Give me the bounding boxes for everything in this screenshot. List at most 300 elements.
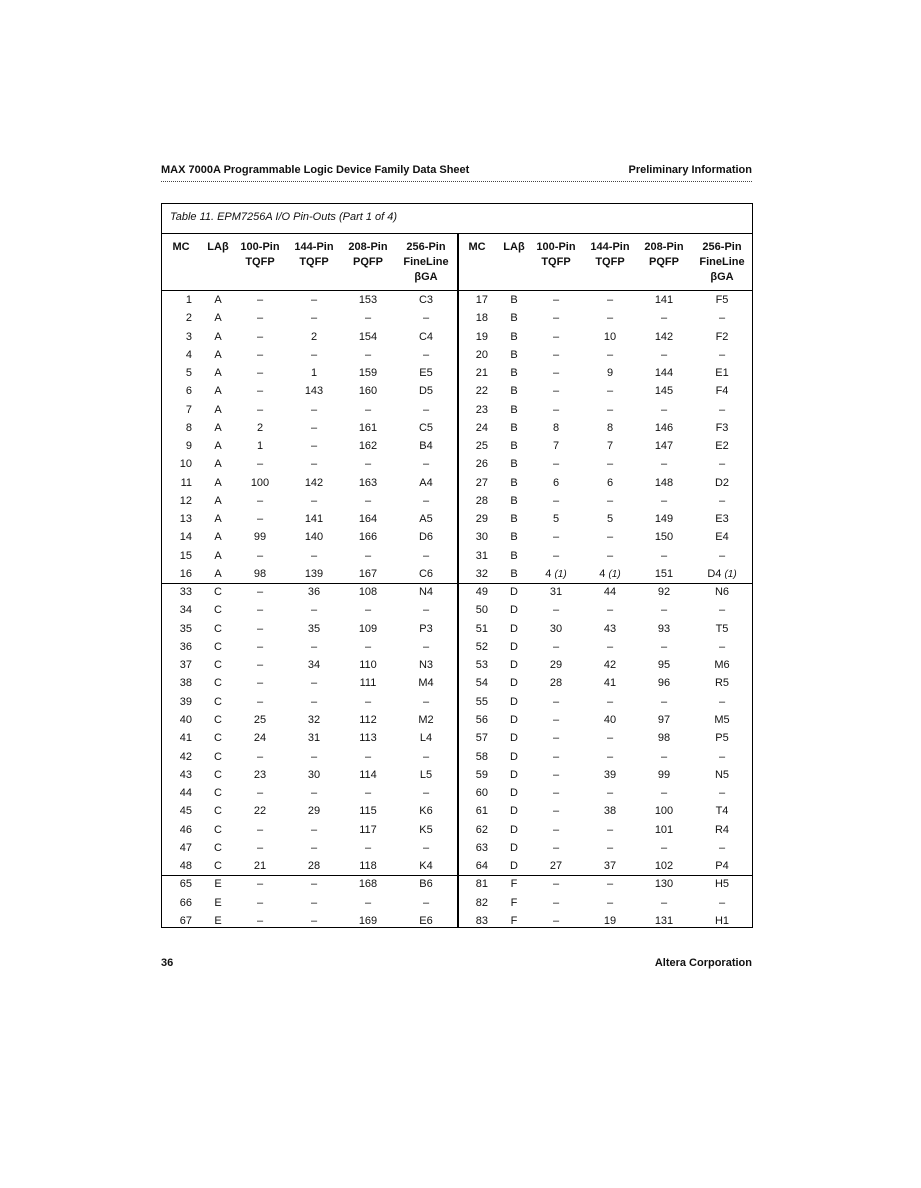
table-cell: A5 bbox=[419, 513, 433, 526]
table-cell: – bbox=[718, 841, 726, 854]
table-row bbox=[162, 601, 752, 619]
table-cell: – bbox=[256, 914, 264, 927]
table-row bbox=[162, 492, 752, 510]
table-cell: A bbox=[214, 312, 222, 325]
table-cell: K5 bbox=[419, 823, 433, 836]
column-header-mc: MC bbox=[172, 241, 190, 253]
table-cell: P3 bbox=[419, 622, 433, 635]
table-cell: – bbox=[256, 294, 264, 306]
table-cell: 41 bbox=[179, 732, 192, 745]
table-cell: 163 bbox=[358, 476, 378, 489]
table-cell: 35 bbox=[179, 622, 192, 635]
table-cell: 150 bbox=[654, 531, 674, 544]
table-cell: 5 bbox=[606, 513, 614, 526]
table-cell: 4 (1) bbox=[545, 567, 567, 580]
table-cell: 54 bbox=[475, 677, 488, 690]
table-cell: 39 bbox=[603, 768, 617, 781]
table-cell: 167 bbox=[358, 567, 378, 580]
table-cell: – bbox=[552, 385, 560, 398]
table-cell: 102 bbox=[654, 860, 674, 873]
table-cell: 23 bbox=[253, 768, 267, 781]
table-cell: – bbox=[422, 458, 430, 471]
table-cell: D6 bbox=[418, 531, 434, 544]
table-cell: T4 bbox=[715, 805, 729, 818]
table-cell: A bbox=[214, 476, 222, 489]
table-cell: 1 bbox=[185, 294, 192, 306]
table-cell: A bbox=[214, 531, 222, 544]
table-cell: 131 bbox=[654, 914, 674, 927]
table-row bbox=[162, 437, 752, 455]
table-cell: 143 bbox=[304, 385, 324, 398]
table-cell: M2 bbox=[418, 713, 434, 726]
table-cell: D bbox=[510, 713, 518, 726]
table-cell: 40 bbox=[179, 713, 192, 726]
table-cell: – bbox=[606, 403, 614, 416]
table-cell: 162 bbox=[358, 440, 378, 453]
table-row bbox=[162, 839, 752, 857]
table-cell: E bbox=[214, 914, 222, 927]
table-cell: R5 bbox=[714, 677, 730, 690]
column-header-208-pqfp: 208-Pin PQFP bbox=[348, 241, 388, 268]
table-cell: – bbox=[606, 312, 614, 325]
column-header-256-bga: 256-Pin FineLine βGA bbox=[403, 241, 449, 283]
table-cell: – bbox=[256, 896, 264, 909]
table-cell: A bbox=[214, 513, 222, 526]
table-cell: 51 bbox=[475, 622, 488, 635]
table-cell: 38 bbox=[179, 677, 192, 690]
table-cell: 10 bbox=[603, 330, 617, 343]
table-cell: – bbox=[552, 294, 560, 306]
table-cell: 100 bbox=[250, 476, 270, 489]
table-cell: N5 bbox=[714, 768, 730, 781]
table-cell: 113 bbox=[359, 732, 377, 745]
table-cell: – bbox=[718, 750, 726, 763]
table-cell: – bbox=[310, 494, 318, 507]
table-cell: 164 bbox=[358, 513, 378, 526]
table-cell: 4 (1) bbox=[599, 567, 621, 580]
table-cell: K4 bbox=[419, 860, 433, 873]
table-cell: A bbox=[214, 421, 222, 434]
table-cell: – bbox=[660, 604, 668, 617]
table-cell: – bbox=[660, 494, 668, 507]
table-cell: C bbox=[214, 586, 222, 599]
table-cell: – bbox=[310, 695, 318, 708]
table-cell: C bbox=[214, 841, 222, 854]
table-cell: C bbox=[214, 787, 222, 800]
table-row bbox=[162, 474, 752, 492]
table-cell: – bbox=[256, 494, 264, 507]
table-cell: – bbox=[256, 367, 264, 380]
table-cell: 28 bbox=[307, 860, 321, 873]
table-cell: – bbox=[422, 403, 430, 416]
table-cell: 30 bbox=[475, 531, 488, 544]
table-cell: D bbox=[510, 622, 518, 635]
table-cell: – bbox=[422, 549, 430, 562]
table-cell: 31 bbox=[307, 732, 321, 745]
table-cell: B bbox=[510, 403, 518, 416]
table-cell: C bbox=[214, 713, 222, 726]
table-cell: – bbox=[552, 458, 560, 471]
table-cell: – bbox=[422, 312, 430, 325]
table-cell: F bbox=[510, 878, 518, 891]
table-cell: – bbox=[718, 549, 726, 562]
table-cell: – bbox=[552, 403, 560, 416]
table-cell: L4 bbox=[419, 732, 433, 745]
table-cell: 1 bbox=[310, 367, 318, 380]
table-cell: – bbox=[310, 421, 318, 434]
table-cell: C bbox=[214, 695, 222, 708]
table-cell: 140 bbox=[304, 531, 324, 544]
table-row bbox=[162, 455, 752, 473]
table-cell: F bbox=[510, 914, 518, 927]
column-header-256-bga: 256-Pin FineLine βGA bbox=[699, 241, 745, 283]
table-cell: – bbox=[606, 823, 614, 836]
table-cell: E bbox=[214, 878, 222, 891]
table-cell: – bbox=[310, 312, 318, 325]
table-cell: C bbox=[214, 622, 222, 635]
table-cell: 149 bbox=[654, 513, 674, 526]
table-cell: – bbox=[660, 841, 668, 854]
table-row bbox=[162, 711, 752, 729]
table-cell: A bbox=[214, 494, 222, 507]
table-cell: – bbox=[552, 640, 560, 653]
table-cell: D5 bbox=[418, 385, 434, 398]
table-cell: – bbox=[718, 403, 726, 416]
table-cell: – bbox=[606, 385, 614, 398]
table-cell: 141 bbox=[654, 294, 674, 306]
table-cell: 82 bbox=[475, 896, 488, 909]
table-cell: 44 bbox=[603, 586, 617, 599]
table-cell: – bbox=[422, 787, 430, 800]
table-cell: 24 bbox=[253, 732, 267, 745]
table-cell: – bbox=[310, 841, 318, 854]
table-cell: B4 bbox=[419, 440, 433, 453]
table-cell: N3 bbox=[418, 659, 434, 672]
table-cell: 31 bbox=[475, 549, 488, 562]
table-cell: 154 bbox=[358, 330, 378, 343]
table-cell: 98 bbox=[253, 567, 267, 580]
table-cell: B bbox=[510, 348, 518, 361]
table-cell: 153 bbox=[358, 294, 378, 306]
table-cell: – bbox=[310, 677, 318, 690]
table-cell: – bbox=[552, 896, 560, 909]
table-cell: 53 bbox=[475, 659, 488, 672]
table-cell: B bbox=[510, 494, 518, 507]
table-cell: 47 bbox=[179, 841, 192, 854]
table-cell: – bbox=[660, 640, 668, 653]
table-cell: A bbox=[214, 458, 222, 471]
table-cell: 22 bbox=[475, 385, 488, 398]
table-cell: F2 bbox=[715, 330, 729, 343]
table-cell: D bbox=[510, 750, 518, 763]
table-cell: 65 bbox=[179, 878, 192, 891]
table-cell: – bbox=[718, 640, 726, 653]
table-cell: A bbox=[214, 567, 222, 580]
table-cell: B bbox=[510, 421, 518, 434]
table-cell: – bbox=[606, 294, 614, 306]
table-cell: D bbox=[510, 695, 518, 708]
table-cell: – bbox=[364, 549, 372, 562]
table-cell: C bbox=[214, 659, 222, 672]
table-cell: – bbox=[606, 458, 614, 471]
table-cell: – bbox=[310, 403, 318, 416]
table-cell: B bbox=[510, 385, 518, 398]
table-cell: – bbox=[310, 549, 318, 562]
table-cell: E bbox=[214, 896, 222, 909]
table-cell: 166 bbox=[358, 531, 378, 544]
table-cell: 160 bbox=[358, 385, 378, 398]
table-cell: – bbox=[256, 823, 264, 836]
table-cell: – bbox=[364, 640, 372, 653]
table-cell: – bbox=[310, 348, 318, 361]
table-cell: C3 bbox=[418, 294, 434, 306]
table-cell: – bbox=[606, 878, 614, 891]
table-cell: B6 bbox=[419, 878, 433, 891]
table-cell: 45 bbox=[179, 805, 192, 818]
table-cell: 8 bbox=[185, 421, 192, 434]
table-cell: 168 bbox=[358, 878, 378, 891]
table-cell: – bbox=[310, 787, 318, 800]
table-row bbox=[162, 382, 752, 400]
table-cell: – bbox=[552, 805, 560, 818]
table-cell: – bbox=[552, 494, 560, 507]
table-cell: 92 bbox=[657, 586, 671, 599]
table-cell: E1 bbox=[715, 367, 729, 380]
table-cell: 98 bbox=[657, 732, 671, 745]
table-row bbox=[162, 291, 752, 309]
table-cell: 20 bbox=[475, 348, 488, 361]
table-cell: 130 bbox=[654, 878, 674, 891]
table-cell: 5 bbox=[552, 513, 560, 526]
table-cell: – bbox=[422, 494, 430, 507]
table-cell: E5 bbox=[419, 367, 433, 380]
table-cell: 112 bbox=[359, 713, 377, 726]
table-cell: 42 bbox=[179, 750, 192, 763]
table-cell: – bbox=[422, 695, 430, 708]
table-cell: – bbox=[660, 750, 668, 763]
table-cell: 12 bbox=[179, 494, 192, 507]
table-row bbox=[162, 821, 752, 839]
table-cell: – bbox=[422, 348, 430, 361]
table-row bbox=[162, 875, 752, 893]
table-cell: 67 bbox=[179, 914, 192, 927]
table-cell: – bbox=[552, 367, 560, 380]
table-cell: D bbox=[510, 586, 518, 599]
table-cell: M6 bbox=[714, 659, 730, 672]
table-cell: 10 bbox=[179, 458, 192, 471]
table-row bbox=[162, 364, 752, 382]
table-cell: – bbox=[310, 440, 318, 453]
table-cell: – bbox=[606, 732, 614, 745]
table-cell: C bbox=[214, 677, 222, 690]
table-cell: E6 bbox=[419, 914, 433, 927]
table-cell: – bbox=[364, 787, 372, 800]
table-cell: D bbox=[510, 768, 518, 781]
table-cell: B bbox=[510, 440, 518, 453]
table-cell: – bbox=[364, 348, 372, 361]
table-cell: 32 bbox=[307, 713, 321, 726]
table-cell: E4 bbox=[715, 531, 729, 544]
table-cell: – bbox=[552, 695, 560, 708]
table-cell: A bbox=[214, 403, 222, 416]
table-cell: 3 bbox=[185, 330, 192, 343]
table-cell: A bbox=[214, 549, 222, 562]
table-cell: D bbox=[510, 805, 518, 818]
table-cell: 42 bbox=[603, 659, 617, 672]
table-cell: – bbox=[422, 841, 430, 854]
table-cell: – bbox=[552, 604, 560, 617]
table-cell: 117 bbox=[359, 823, 377, 836]
table-cell: D bbox=[510, 640, 518, 653]
table-cell: 64 bbox=[475, 860, 488, 873]
table-cell: – bbox=[364, 896, 372, 909]
table-cell: 31 bbox=[549, 586, 563, 599]
table-cell: 169 bbox=[358, 914, 378, 927]
table-cell: 29 bbox=[475, 513, 488, 526]
table-cell: B bbox=[510, 330, 518, 343]
table-cell: – bbox=[606, 787, 614, 800]
table-row bbox=[162, 857, 752, 875]
table-cell: – bbox=[364, 494, 372, 507]
table-cell: 38 bbox=[603, 805, 617, 818]
table-cell: D4 (1) bbox=[707, 567, 737, 580]
table-cell: 101 bbox=[654, 823, 674, 836]
table-cell: – bbox=[718, 458, 726, 471]
table-cell: 32 bbox=[475, 567, 488, 580]
table-row bbox=[162, 656, 752, 674]
table-cell: 81 bbox=[475, 878, 488, 891]
table-cell: – bbox=[256, 841, 264, 854]
table-cell: – bbox=[552, 531, 560, 544]
table-cell: – bbox=[606, 896, 614, 909]
table-cell: 142 bbox=[304, 476, 324, 489]
table-cell: 26 bbox=[475, 458, 488, 471]
table-cell: P5 bbox=[715, 732, 729, 745]
table-cell: 146 bbox=[654, 421, 674, 434]
table-cell: 159 bbox=[358, 367, 378, 380]
table-cell: 99 bbox=[657, 768, 671, 781]
table-cell: C5 bbox=[418, 421, 434, 434]
table-cell: 144 bbox=[654, 367, 674, 380]
table-cell: – bbox=[310, 640, 318, 653]
table-cell: C bbox=[214, 823, 222, 836]
table-cell: – bbox=[364, 695, 372, 708]
table-cell: D bbox=[510, 659, 518, 672]
table-cell: A4 bbox=[419, 476, 433, 489]
table-cell: 142 bbox=[654, 330, 674, 343]
table-cell: P4 bbox=[715, 860, 729, 873]
table-cell: 29 bbox=[307, 805, 321, 818]
table-cell: – bbox=[256, 586, 264, 599]
table-cell: 19 bbox=[475, 330, 488, 343]
table-cell: 17 bbox=[475, 294, 488, 306]
table-cell: – bbox=[256, 695, 264, 708]
pin-out-table bbox=[161, 203, 753, 928]
table-cell: H5 bbox=[714, 878, 730, 891]
table-cell: 58 bbox=[475, 750, 488, 763]
table-cell: F bbox=[510, 896, 518, 909]
table-cell: 22 bbox=[253, 805, 267, 818]
table-cell: 56 bbox=[475, 713, 488, 726]
table-cell: 9 bbox=[185, 440, 192, 453]
table-cell: E3 bbox=[715, 513, 729, 526]
table-cell: 39 bbox=[179, 695, 192, 708]
table-header bbox=[162, 234, 752, 291]
table-cell: A bbox=[214, 348, 222, 361]
table-cell: – bbox=[606, 750, 614, 763]
column-header-144-tqfp: 144-Pin TQFP bbox=[294, 241, 334, 268]
document-title: MAX 7000A Programmable Logic Device Family Data Sheet bbox=[161, 164, 470, 176]
table-cell: – bbox=[256, 604, 264, 617]
table-cell: M5 bbox=[714, 713, 730, 726]
table-row bbox=[162, 419, 752, 437]
table-cell: A bbox=[214, 385, 222, 398]
table-cell: – bbox=[552, 348, 560, 361]
table-cell: – bbox=[660, 896, 668, 909]
column-header-208-pqfp: 208-Pin PQFP bbox=[644, 241, 684, 268]
table-cell: B bbox=[510, 367, 518, 380]
table-cell: – bbox=[310, 458, 318, 471]
table-cell: F5 bbox=[715, 294, 729, 306]
table-cell: – bbox=[660, 549, 668, 562]
table-cell: – bbox=[364, 841, 372, 854]
table-row bbox=[162, 748, 752, 766]
table-cell: 30 bbox=[549, 622, 563, 635]
table-cell: 95 bbox=[657, 659, 671, 672]
table-cell: 30 bbox=[307, 768, 321, 781]
table-cell: – bbox=[660, 787, 668, 800]
table-cell: 99 bbox=[253, 531, 267, 544]
column-header-mc: MC bbox=[468, 241, 486, 253]
table-cell: 23 bbox=[475, 403, 488, 416]
table-cell: 55 bbox=[475, 695, 488, 708]
table-cell: – bbox=[718, 494, 726, 507]
table-cell: 83 bbox=[475, 914, 488, 927]
table-cell: – bbox=[552, 841, 560, 854]
table-cell: – bbox=[364, 750, 372, 763]
table-cell: – bbox=[552, 330, 560, 343]
table-cell: 9 bbox=[606, 367, 614, 380]
table-cell: 50 bbox=[475, 604, 488, 617]
table-cell: 40 bbox=[603, 713, 617, 726]
table-caption: Table 11. EPM7256A I/O Pin-Outs (Part 1 of 4) bbox=[170, 211, 398, 223]
table-cell: – bbox=[660, 695, 668, 708]
table-cell: – bbox=[606, 841, 614, 854]
table-cell: 7 bbox=[552, 440, 560, 453]
table-cell: – bbox=[660, 403, 668, 416]
table-cell: 8 bbox=[606, 421, 614, 434]
table-cell: D bbox=[510, 787, 518, 800]
table-row bbox=[162, 638, 752, 656]
table-row bbox=[162, 547, 752, 565]
table-cell: 27 bbox=[549, 860, 563, 873]
table-row bbox=[162, 693, 752, 711]
table-cell: – bbox=[422, 896, 430, 909]
table-cell: 52 bbox=[475, 640, 488, 653]
table-cell: 36 bbox=[307, 586, 321, 599]
table-cell: – bbox=[256, 622, 264, 635]
table-cell: A bbox=[214, 367, 222, 380]
table-cell: A bbox=[214, 330, 222, 343]
table-cell: 6 bbox=[552, 476, 560, 489]
table-cell: – bbox=[256, 787, 264, 800]
table-row bbox=[162, 528, 752, 546]
table-cell: 44 bbox=[179, 787, 192, 800]
table-cell: 7 bbox=[606, 440, 614, 453]
table-cell: – bbox=[660, 458, 668, 471]
table-cell: 34 bbox=[179, 604, 192, 617]
table-cell: – bbox=[422, 750, 430, 763]
